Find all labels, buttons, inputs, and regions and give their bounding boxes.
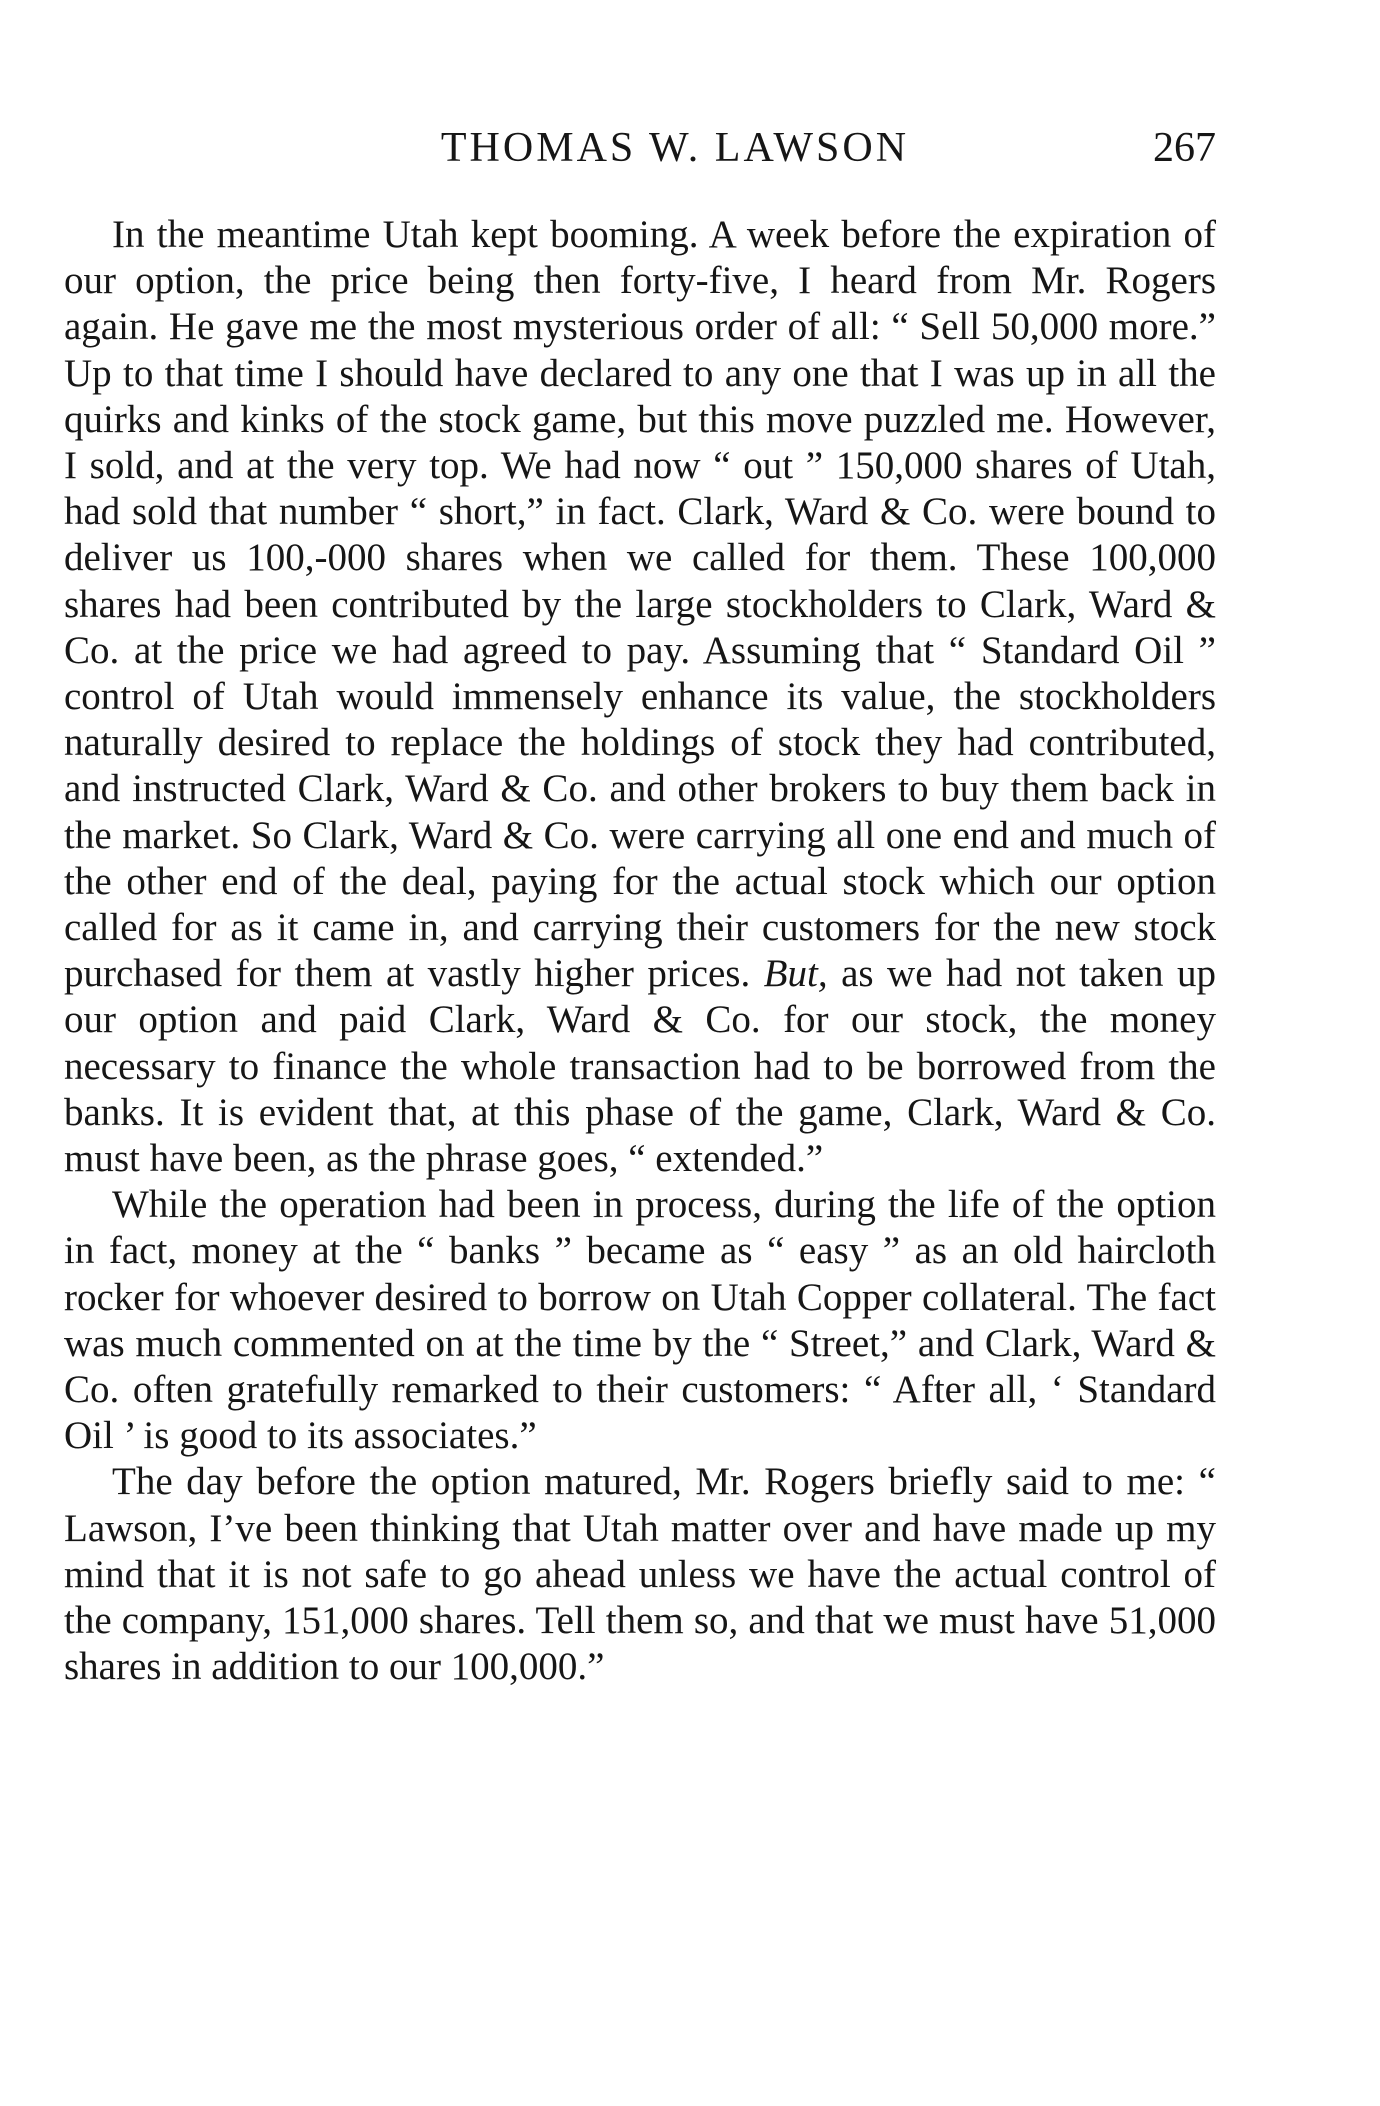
paragraph: While the operation had been in process, during the life of the option in fact, money at the “ banks ” became as “ easy ” as an old haircloth rocker for whoever desired to borrow on Utah Copper collateral. The fact was much commented on at the time by the “ Street,” and Clark, Ward & Co. often gratefully remarked to their customers: “ After all, ‘ Standard Oil ’ is good to its associates.”	[64, 1183, 1216, 1458]
italic-emphasis: But,	[763, 952, 828, 996]
paragraph-text: In the meantime Utah kept booming. A week before the expiration of our option, the price being then forty-five, I heard from Mr. Rogers again. He gave me the most mysterious order of all: “ Sell 50,000 more.” Up to that time I should have declared to any one that I was up in all the quirks and kinks of the stock game, but this move puzzled me. However, I sold, and at the very top. We had now “ out ” 150,000 shares of Utah, had sold that number “ short,” in fact. Clark, Ward & Co. were bound to deliver us 100,-000 shares when we called for them. These 100,000 shares had been contributed by the large stockholders to Clark, Ward & Co. at the price we had agreed to pay. Assuming that “ Standard Oil ” control of Utah would immensely enhance its value, the stockholders naturally desired to replace the holdings of stock they had contributed, and instructed Clark, Ward & Co. and other brokers to buy them back in the market. So Clark, Ward & Co. were carrying all one end and much of the other end of the deal, paying for the actual stock which our option called for as it came in, and carrying their customers for the new stock purchased for them at vastly higher prices.	[64, 213, 1216, 996]
running-title: THOMAS W. LAWSON	[440, 125, 910, 171]
body-text	[64, 212, 1216, 1691]
paragraph-text: as we had not taken up our option and paid Clark, Ward & Co. for our stock, the money necessary to finance the whole transaction had to be borrowed from the banks. It is evident that, at this phase of the game, Clark, Ward & Co. must have been, as the phrase goes, “ extended.”	[64, 952, 1216, 1181]
page-number: 267	[1153, 125, 1216, 171]
running-head	[64, 118, 1216, 178]
paragraph: The day before the option matured, Mr. Rogers briefly said to me: “ Lawson, I’ve been thinking that Utah matter over and have made up my mind that it is not safe to go ahead unless we have the actual control of the company, 151,000 shares. Tell them so, and that we must have 51,000 shares in addition to our 100,000.”	[64, 1460, 1216, 1689]
paragraph	[64, 212, 1216, 1182]
